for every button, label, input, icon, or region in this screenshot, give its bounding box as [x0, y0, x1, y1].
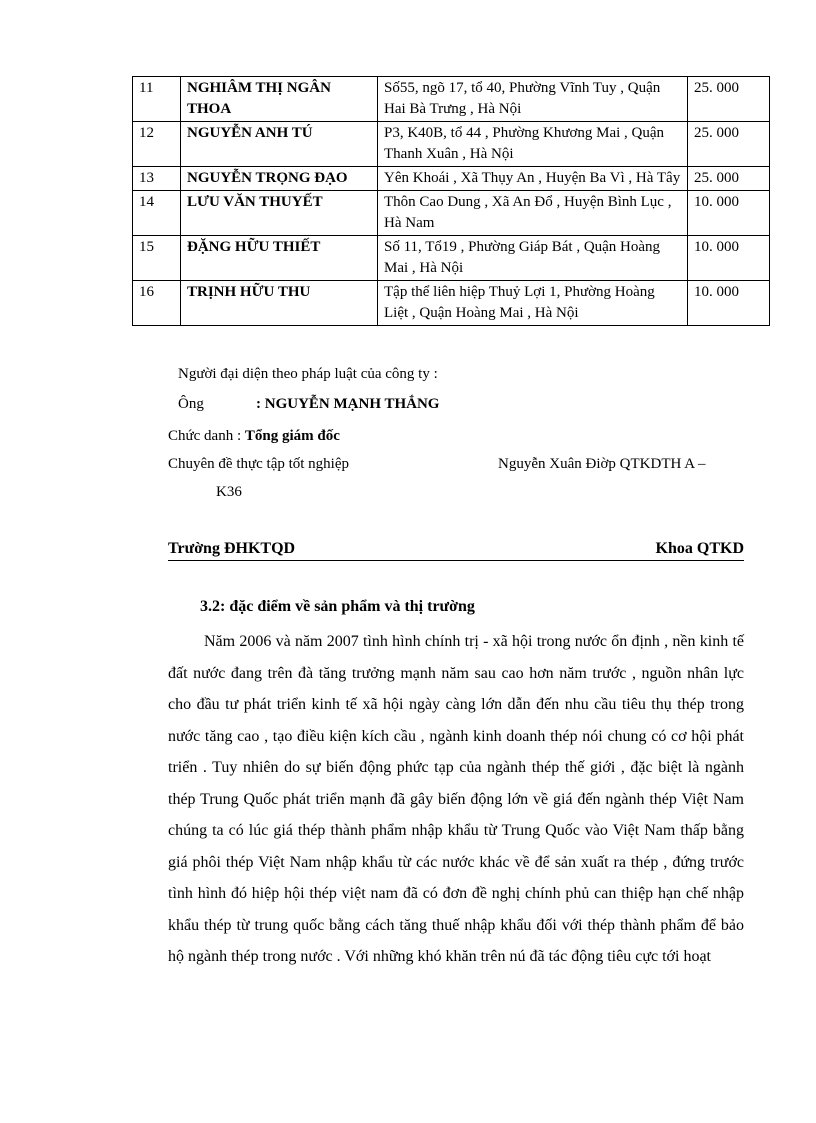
shareholder-name: NGHIÂM THỊ NGÂN THOA — [181, 77, 378, 122]
row-number: 14 — [133, 191, 181, 236]
position-label: Chức danh : — [168, 428, 242, 444]
shareholder-name: NGUYỄN ANH TÚ — [181, 122, 378, 167]
shareholder-name: NGUYỄN TRỌNG ĐẠO — [181, 167, 378, 191]
shareholder-amount: 25. 000 — [688, 122, 770, 167]
page-header — [168, 540, 744, 561]
row-number: 15 — [133, 236, 181, 281]
table-row — [133, 281, 770, 326]
shareholder-table-body — [133, 77, 770, 326]
table-row — [133, 191, 770, 236]
shareholder-name: ĐẶNG HỮU THIẾT — [181, 236, 378, 281]
header-university: Trường ĐHKTQD — [168, 540, 296, 557]
shareholder-address: Số 11, Tổ19 , Phường Giáp Bát , Quận Hoàng Mai , Hà Nội — [378, 236, 688, 281]
row-number: 13 — [133, 167, 181, 191]
representative-name-row — [178, 396, 439, 413]
representative-position-row — [168, 428, 340, 445]
section-body — [168, 626, 744, 973]
table-row — [133, 167, 770, 191]
shareholder-amount: 25. 000 — [688, 77, 770, 122]
representative-name: : NGUYỄN MẠNH THẮNG — [256, 396, 440, 412]
shareholder-name: LƯU VĂN THUYẾT — [181, 191, 378, 236]
header-faculty: Khoa QTKD — [655, 540, 744, 557]
row-number: 16 — [133, 281, 181, 326]
table-row — [133, 122, 770, 167]
footer-author: Nguyễn Xuân Điờp QTKDTH A – — [498, 456, 706, 472]
row-number: 12 — [133, 122, 181, 167]
footer-class-code: K36 — [216, 484, 242, 500]
legal-representative-intro: Người đại diện theo pháp luật của công ty : — [178, 366, 438, 382]
position-value: Tổng giám đốc — [244, 428, 340, 444]
row-number: 11 — [133, 77, 181, 122]
shareholder-address: Tập thể liên hiệp Thuỷ Lợi 1, Phường Hoàng Liệt , Quận Hoàng Mai , Hà Nội — [378, 281, 688, 326]
shareholder-address: Thôn Cao Dung , Xã An Đổ , Huyện Bình Lục , Hà Nam — [378, 191, 688, 236]
shareholder-amount: 10. 000 — [688, 281, 770, 326]
shareholder-amount: 10. 000 — [688, 236, 770, 281]
shareholder-address: P3, K40B, tổ 44 , Phường Khương Mai , Quận Thanh Xuân , Hà Nội — [378, 122, 688, 167]
shareholder-name: TRỊNH HỮU THU — [181, 281, 378, 326]
shareholder-address: Yên Khoái , Xã Thụy An , Huyện Ba Vì , Hà Tây — [378, 167, 688, 191]
body-paragraph: Năm 2006 và năm 2007 tình hình chính trị - xã hội trong nước ổn định , nền kinh tế đất nước đang trên đà tăng trưởng mạnh năm sau cao hơn năm trước , nguồn nhân lực cho đầu tư phát triển kinh tế xã hội ngày càng lớn dẫn đến nhu cầu tiêu thụ thép trong nước tăng cao , tạo điều kiện kích cầu , ngành kinh doanh thép nói chung có cơ hội phát triển . Tuy nhiên do sự biến động phức tạp của ngành thép thế giới , đặc biệt là ngành thép Trung Quốc phát triển mạnh đã gây biến động lớn về giá đến ngành thép Việt Nam chúng ta có lúc giá thép thành phẩm nhập khẩu từ Trung Quốc vào Việt Nam thấp bằng giá phôi thép Việt Nam nhập khẩu từ các nước khác về để sản xuất ra thép , đứng trước tình hình đó hiệp hội thép việt nam đã có đơn đề nghị chính phủ can thiệp hạn chế nhập khẩu thép từ trung quốc bằng cách tăng thuế nhập khẩu đối với thép thành phẩm để bảo hộ ngành thép trong nước . Với những khó khăn trên nú đã tác động tiêu cực tới hoạt — [168, 633, 744, 965]
table-row — [133, 77, 770, 122]
footer-thesis-title: Chuyên đề thực tập tốt nghiệp — [168, 456, 350, 472]
shareholder-amount: 10. 000 — [688, 191, 770, 236]
section-heading: 3.2: đặc điểm về sản phẩm và thị trường — [200, 598, 475, 615]
shareholder-address: Số55, ngõ 17, tổ 40, Phường Vĩnh Tuy , Quận Hai Bà Trưng , Hà Nội — [378, 77, 688, 122]
representative-title-prefix: Ông — [178, 396, 204, 412]
shareholder-amount: 25. 000 — [688, 167, 770, 191]
shareholder-table — [132, 76, 770, 326]
table-row — [133, 236, 770, 281]
